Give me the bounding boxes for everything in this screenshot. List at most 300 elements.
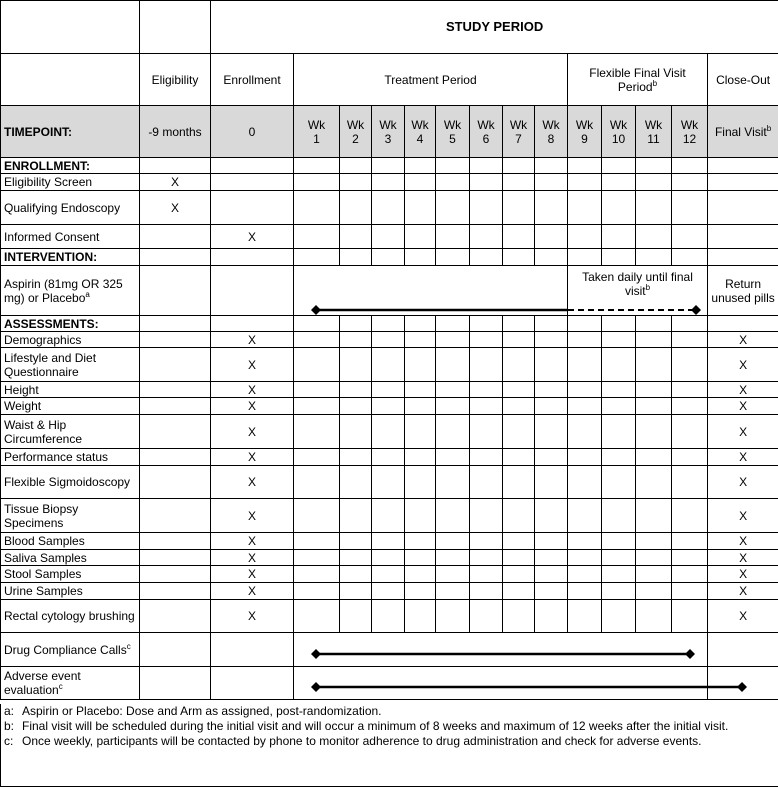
cell-text: Demographics xyxy=(4,332,82,347)
eligibility-cell xyxy=(140,225,211,249)
week-label: Wk xyxy=(575,117,594,132)
enrollment-cell xyxy=(211,600,294,633)
row-label xyxy=(1,249,140,266)
row-intervention xyxy=(1,266,778,316)
mark: X xyxy=(739,424,748,439)
week-cell xyxy=(470,415,503,449)
week-cell xyxy=(436,332,470,348)
cell-text: Height xyxy=(4,382,39,397)
week-cell xyxy=(672,332,708,348)
cell-text: Adverse event evaluation xyxy=(4,669,81,697)
eligibility-cell xyxy=(140,550,211,566)
week-cell xyxy=(470,316,503,332)
mark: X xyxy=(247,567,256,581)
mark: X xyxy=(739,357,748,372)
week-cell xyxy=(340,174,372,191)
eligibility-cell xyxy=(140,158,211,174)
week-cell xyxy=(372,583,405,600)
cell-text: Drug Compliance Calls xyxy=(4,642,127,657)
eligibility-cell xyxy=(140,316,211,332)
cell-text: Urine Samples xyxy=(4,584,83,598)
week-cell xyxy=(568,533,602,550)
enrollment-cell xyxy=(211,466,294,499)
week-cell xyxy=(568,249,602,266)
cell-text: Waist & Hip Circumference xyxy=(4,417,83,446)
week-cell xyxy=(568,348,602,382)
week-cell xyxy=(470,550,503,566)
week-cell xyxy=(470,332,503,348)
mark: X xyxy=(739,450,748,464)
enrollment-cell xyxy=(211,382,294,398)
week-cell xyxy=(568,550,602,566)
week-cell xyxy=(470,382,503,398)
week-cell xyxy=(602,316,636,332)
week-cell xyxy=(636,499,672,533)
eligibility-cell xyxy=(140,398,211,415)
eligibility-cell xyxy=(140,415,211,449)
week-number: 6 xyxy=(482,131,490,146)
week-cell xyxy=(294,249,340,266)
final-visit-cell xyxy=(708,550,778,566)
week-cell xyxy=(405,382,436,398)
row-assessment xyxy=(1,415,778,449)
week-number: 11 xyxy=(647,131,660,146)
section-enrollment xyxy=(1,158,778,174)
final-visit-cell xyxy=(708,633,778,667)
row-label xyxy=(1,225,140,249)
week-number: 4 xyxy=(416,131,424,146)
week-cell xyxy=(568,332,602,348)
week-cell xyxy=(503,499,535,533)
week-cell xyxy=(340,332,372,348)
week-cell xyxy=(436,382,470,398)
week-cell xyxy=(436,499,470,533)
week-cell xyxy=(372,449,405,466)
week-cell xyxy=(294,415,340,449)
week-cell xyxy=(672,191,708,225)
final-visit-cell xyxy=(708,174,778,191)
week-cell xyxy=(340,449,372,466)
mark: X xyxy=(247,424,256,439)
week-cell xyxy=(568,499,602,533)
enrollment-cell xyxy=(211,499,294,533)
enrollment-cell xyxy=(211,633,294,667)
week-cell xyxy=(503,316,535,332)
row-label xyxy=(1,158,140,174)
week-cell xyxy=(602,550,636,566)
row-adverse-event xyxy=(1,667,778,700)
week-cell xyxy=(340,533,372,550)
row-label xyxy=(1,191,140,225)
week-cell xyxy=(636,191,672,225)
row-drug-compliance xyxy=(1,633,778,667)
week-cell xyxy=(436,191,470,225)
week-cell xyxy=(503,382,535,398)
row-assessment xyxy=(1,466,778,499)
row-assessment xyxy=(1,600,778,633)
section-assessments xyxy=(1,316,778,332)
week-cell xyxy=(636,348,672,382)
week-cell xyxy=(568,583,602,600)
superscript: c xyxy=(126,641,131,651)
footnote-text: Aspirin or Placebo: Dose and Arm as assigned, post-randomization. xyxy=(22,704,382,718)
week-label: Wk xyxy=(443,117,462,132)
week-cell xyxy=(602,398,636,415)
week-label: Wk xyxy=(411,117,429,132)
week-cell xyxy=(636,449,672,466)
enrollment-cell xyxy=(211,398,294,415)
week-number: 3 xyxy=(384,131,392,146)
week-cell xyxy=(340,583,372,600)
week-cell xyxy=(340,466,372,499)
week-cell xyxy=(535,316,568,332)
week-cell xyxy=(294,316,340,332)
row-label xyxy=(1,316,140,332)
row-assessment xyxy=(1,583,778,600)
row-label xyxy=(1,348,140,382)
week-cell xyxy=(672,499,708,533)
week-cell xyxy=(503,158,535,174)
week-cell xyxy=(340,566,372,583)
enrollment-cell xyxy=(211,174,294,191)
final-visit-cell xyxy=(708,382,778,398)
timepoint-row xyxy=(1,106,778,158)
week-cell xyxy=(294,398,340,415)
week-cell xyxy=(636,466,672,499)
row-informed-consent xyxy=(1,225,778,249)
week-cell xyxy=(436,566,470,583)
week-cell xyxy=(672,466,708,499)
week-cell xyxy=(636,382,672,398)
enrollment-cell xyxy=(211,667,294,700)
timepoint-label: TIMEPOINT: xyxy=(1,106,140,158)
eligibility-cell xyxy=(140,499,211,533)
week-cell xyxy=(436,158,470,174)
week-cell xyxy=(636,225,672,249)
week-cell xyxy=(568,316,602,332)
header-blank-cell xyxy=(1,54,140,106)
enrollment-cell xyxy=(211,225,294,249)
week-cell xyxy=(470,158,503,174)
timeline-span-cell xyxy=(294,667,708,700)
timepoint-week-12 xyxy=(672,106,708,158)
week-cell xyxy=(535,550,568,566)
cell-text: Qualifying Endoscopy xyxy=(4,200,121,215)
week-cell xyxy=(470,191,503,225)
week-cell xyxy=(294,449,340,466)
row-assessment xyxy=(1,499,778,533)
week-cell xyxy=(405,466,436,499)
row-label xyxy=(1,566,140,583)
timepoint-final-visit xyxy=(708,106,778,158)
mark: X xyxy=(247,399,256,413)
week-cell xyxy=(672,398,708,415)
row-label xyxy=(1,415,140,449)
week-cell xyxy=(405,191,436,225)
week-cell xyxy=(372,466,405,499)
cell-text: Weight xyxy=(4,399,42,413)
week-cell xyxy=(340,191,372,225)
week-cell xyxy=(470,449,503,466)
week-cell xyxy=(503,415,535,449)
week-cell xyxy=(503,225,535,249)
enrollment-cell xyxy=(211,316,294,332)
week-cell xyxy=(294,348,340,382)
enrollment-cell xyxy=(211,191,294,225)
eligibility-cell xyxy=(140,266,211,316)
mark: X xyxy=(247,475,256,489)
week-cell xyxy=(436,225,470,249)
week-cell xyxy=(568,600,602,633)
week-cell xyxy=(672,415,708,449)
week-cell xyxy=(405,415,436,449)
week-cell xyxy=(294,382,340,398)
final-visit-cell xyxy=(708,449,778,466)
cell-text: Lifestyle and Diet Questionnaire xyxy=(4,350,97,379)
row-label xyxy=(1,550,140,566)
row-assessment xyxy=(1,449,778,466)
final-visit-cell xyxy=(708,667,778,700)
week-cell xyxy=(372,225,405,249)
mark: X xyxy=(247,450,256,464)
closeout-heading: Close-Out xyxy=(708,54,778,106)
mark: X xyxy=(739,332,748,347)
week-cell xyxy=(340,600,372,633)
final-visit-cell xyxy=(708,600,778,633)
enrollment-cell xyxy=(211,249,294,266)
footnote-key: c: xyxy=(4,734,14,748)
week-number: 1 xyxy=(313,131,320,146)
week-cell xyxy=(470,499,503,533)
week-cell xyxy=(405,499,436,533)
eligibility-cell xyxy=(140,382,211,398)
week-label: Wk xyxy=(644,117,663,132)
week-cell xyxy=(372,191,405,225)
week-cell xyxy=(602,583,636,600)
final-visit-cell xyxy=(708,348,778,382)
week-cell xyxy=(470,398,503,415)
timepoint-week-3 xyxy=(372,106,405,158)
week-cell xyxy=(672,566,708,583)
row-assessment xyxy=(1,382,778,398)
week-cell xyxy=(436,316,470,332)
row-assessment xyxy=(1,332,778,348)
week-cell xyxy=(672,316,708,332)
week-cell xyxy=(294,191,340,225)
mark: X xyxy=(247,584,256,598)
week-cell xyxy=(568,225,602,249)
row-assessment xyxy=(1,566,778,583)
week-label: Wk xyxy=(680,117,699,132)
timeline-span-cell xyxy=(294,633,708,667)
row-label xyxy=(1,382,140,398)
week-cell xyxy=(436,466,470,499)
week-cell xyxy=(294,583,340,600)
week-cell xyxy=(602,533,636,550)
week-cell xyxy=(372,382,405,398)
week-label: Wk xyxy=(509,117,528,132)
week-cell xyxy=(470,583,503,600)
eligibility-cell xyxy=(140,466,211,499)
mark: X xyxy=(247,534,256,548)
cell-text: Rectal cytology brushing xyxy=(4,609,135,623)
week-cell xyxy=(602,348,636,382)
eligibility-cell xyxy=(140,191,211,225)
week-cell xyxy=(372,158,405,174)
eligibility-cell xyxy=(140,249,211,266)
week-cell xyxy=(372,415,405,449)
week-cell xyxy=(602,466,636,499)
row-assessment xyxy=(1,550,778,566)
week-cell xyxy=(294,332,340,348)
week-cell xyxy=(372,348,405,382)
row-label xyxy=(1,633,140,667)
week-cell xyxy=(503,449,535,466)
week-cell xyxy=(503,398,535,415)
week-number: 8 xyxy=(547,131,555,146)
mark: X xyxy=(739,550,748,565)
week-cell xyxy=(672,533,708,550)
week-cell xyxy=(372,566,405,583)
week-cell xyxy=(405,348,436,382)
week-cell xyxy=(568,158,602,174)
week-cell xyxy=(405,398,436,415)
week-cell xyxy=(372,398,405,415)
week-cell xyxy=(535,158,568,174)
week-cell xyxy=(294,225,340,249)
eligibility-cell xyxy=(140,533,211,550)
week-cell xyxy=(602,449,636,466)
eligibility-cell xyxy=(140,667,211,700)
week-cell xyxy=(470,533,503,550)
row-label xyxy=(1,600,140,633)
week-cell xyxy=(405,533,436,550)
superscript: b xyxy=(766,123,772,133)
week-cell xyxy=(535,348,568,382)
week-cell xyxy=(470,348,503,382)
mark: X xyxy=(247,332,256,347)
week-number: 5 xyxy=(449,131,456,146)
timepoint-week-4 xyxy=(405,106,436,158)
week-number: 2 xyxy=(352,131,359,146)
week-cell xyxy=(636,158,672,174)
week-number: 12 xyxy=(682,131,697,146)
enrollment-cell xyxy=(211,449,294,466)
intervention-return-cell xyxy=(708,266,778,316)
week-number: 9 xyxy=(581,131,588,146)
enrollment-cell xyxy=(211,566,294,583)
final-visit-cell xyxy=(708,225,778,249)
week-cell xyxy=(568,415,602,449)
week-cell xyxy=(503,566,535,583)
week-cell xyxy=(535,382,568,398)
row-label xyxy=(1,174,140,191)
week-cell xyxy=(535,174,568,191)
final-visit-cell xyxy=(708,566,778,583)
intervention-treatment-span xyxy=(294,266,568,316)
week-cell xyxy=(636,600,672,633)
week-cell xyxy=(372,550,405,566)
week-cell xyxy=(535,566,568,583)
week-label: Wk xyxy=(609,117,628,132)
week-cell xyxy=(568,449,602,466)
week-cell xyxy=(470,466,503,499)
enrollment-cell xyxy=(211,266,294,316)
enrollment-cell xyxy=(211,415,294,449)
cell-text: ASSESSMENTS: xyxy=(4,316,99,331)
week-cell xyxy=(535,415,568,449)
cell-text: Blood Samples xyxy=(4,534,85,548)
week-cell xyxy=(436,550,470,566)
footnotes xyxy=(0,704,778,787)
week-cell xyxy=(436,583,470,600)
week-cell xyxy=(672,158,708,174)
week-cell xyxy=(535,191,568,225)
cell-text: Saliva Samples xyxy=(4,550,87,565)
intervention-note xyxy=(568,266,708,316)
timepoint-enrollment: 0 xyxy=(211,106,294,158)
week-cell xyxy=(405,225,436,249)
eligibility-cell xyxy=(140,348,211,382)
week-cell xyxy=(340,158,372,174)
week-cell xyxy=(294,158,340,174)
footnote-key: a: xyxy=(4,704,15,718)
week-cell xyxy=(568,566,602,583)
week-cell xyxy=(636,533,672,550)
cell-text: ENROLLMENT: xyxy=(4,158,90,173)
week-cell xyxy=(535,583,568,600)
week-cell xyxy=(372,249,405,266)
mark: X xyxy=(739,534,748,548)
week-cell xyxy=(636,174,672,191)
week-cell xyxy=(372,316,405,332)
enrollment-heading: Enrollment xyxy=(211,54,294,106)
row-label xyxy=(1,266,140,316)
eligibility-cell xyxy=(140,332,211,348)
week-cell xyxy=(636,398,672,415)
week-cell xyxy=(636,249,672,266)
timepoint-week-5 xyxy=(436,106,470,158)
week-cell xyxy=(294,550,340,566)
cell-text: Informed Consent xyxy=(4,229,100,244)
week-cell xyxy=(602,566,636,583)
final-visit-cell xyxy=(708,466,778,499)
week-cell xyxy=(672,382,708,398)
row-assessment xyxy=(1,533,778,550)
footnote-text: Once weekly, participants will be contacted by phone to monitor adherence to drug administration and check for adverse events. xyxy=(22,734,702,748)
week-cell xyxy=(294,174,340,191)
cell-text: Tissue Biopsy Specimens xyxy=(4,501,79,530)
mark: X xyxy=(247,229,256,244)
week-label: Wk xyxy=(379,117,397,132)
mark: X xyxy=(739,508,748,523)
final-visit-cell xyxy=(708,499,778,533)
mark: X xyxy=(170,200,179,215)
final-visit-cell xyxy=(708,398,778,415)
row-label xyxy=(1,332,140,348)
week-cell xyxy=(568,174,602,191)
mark: X xyxy=(170,175,179,189)
week-cell xyxy=(568,191,602,225)
week-cell xyxy=(503,191,535,225)
header-row-periods xyxy=(1,54,778,106)
final-visit-cell xyxy=(708,533,778,550)
week-cell xyxy=(602,600,636,633)
row-label xyxy=(1,449,140,466)
cell-text: Performance status xyxy=(4,450,109,464)
row-eligibility-screen xyxy=(1,174,778,191)
week-cell xyxy=(470,249,503,266)
